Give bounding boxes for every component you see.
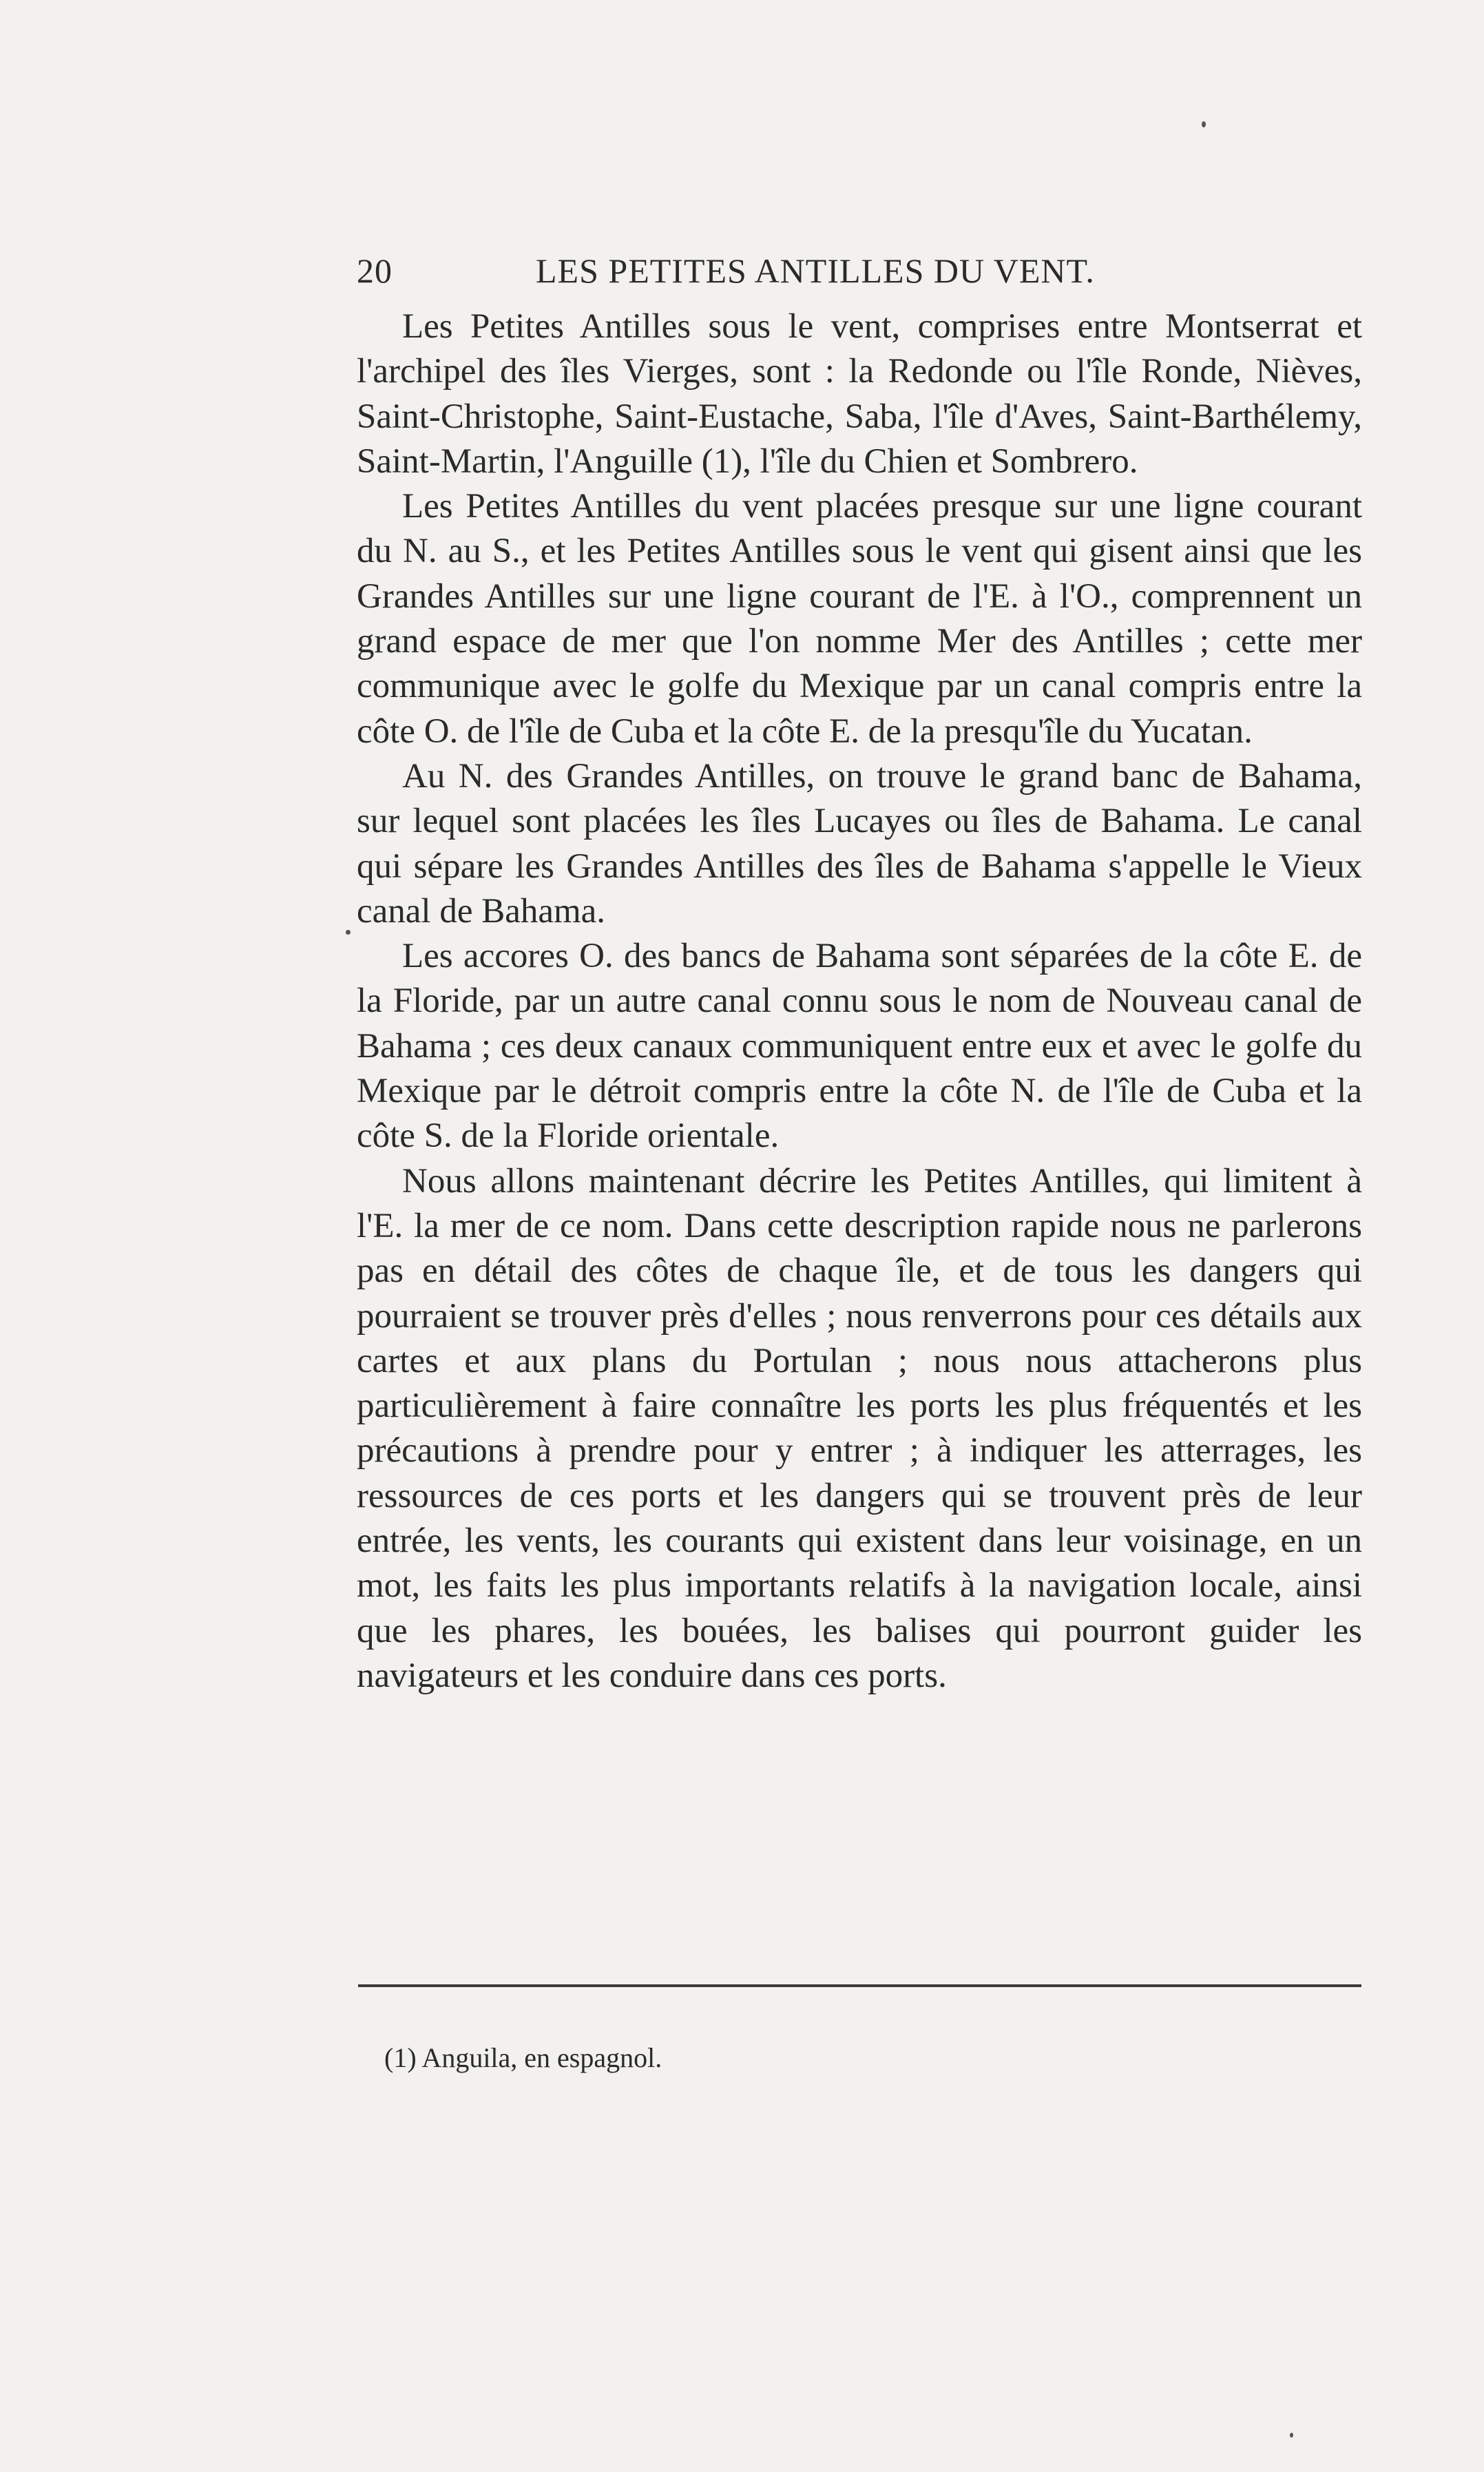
ink-speck [346, 930, 351, 935]
paragraph: Les Petites Antilles du vent placées presque sur une ligne courant du N. au S., et les Petites Antilles sous le vent qui gisent ainsi que les Grandes Antilles sur une ligne courant de l'E. à l'O., comprennent un grand espace de mer que l'on nomme Mer des Antilles ; cette mer communique avec le golfe du Mexique par un canal compris entre la côte O. de l'île de Cuba et la côte E. de la presqu'île du Yucatan. [357, 487, 1362, 751]
running-header [357, 247, 1362, 295]
running-title: LES PETITES ANTILLES DU VENT. [536, 251, 1095, 290]
ink-speck [1290, 2433, 1293, 2438]
paragraph: Au N. des Grandes Antilles, on trouve le grand banc de Bahama, sur lequel sont placées les îles Lucayes ou îles de Bahama. Le canal qui sépare les Grandes Antilles des îles de Bahama s'appelle le Vieux canal de Bahama. [357, 756, 1362, 931]
page-number: 20 [357, 251, 393, 290]
footnote-divider [358, 1984, 1361, 1987]
ink-speck [1202, 121, 1206, 127]
paragraph: Les Petites Antilles sous le vent, comprises entre Montserrat et l'archipel des îles Vierges, sont : la Redonde ou l'île Ronde, Nièves, Saint-Christophe, Saint-Eustache, Saba, l'île d'Aves, Saint-Barthélemy, Saint-Martin, l'Anguille (1), l'île du Chien et Sombrero. [357, 307, 1362, 481]
body-text [357, 304, 1362, 1699]
paragraph: Les accores O. des bancs de Bahama sont séparées de la côte E. de la Floride, par un autre canal connu sous le nom de Nouveau canal de Bahama ; ces deux canaux communiquent entre eux et avec le golfe du Mexique par le détroit compris entre la côte N. de l'île de Cuba et la côte S. de la Floride orientale. [357, 937, 1362, 1156]
paragraph: Nous allons maintenant décrire les Petites Antilles, qui limitent à l'E. la mer de ce nom. Dans cette description rapide nous ne parlerons pas en détail des côtes de chaque île, et de tous les dangers qui pourraient se trouver près d'elles ; nous renverrons pour ces détails aux cartes et aux plans du Portulan ; nous nous attacherons plus particulièrement à faire connaître les ports les plus fréquentés et les précautions à prendre pour y entrer ; à indiquer les atterrages, les ressources de ces ports et les dangers qui se trouvent près de leur entrée, les vents, les courants qui existent dans leur voisinage, en un mot, les faits les plus importants relatifs à la navigation locale, ainsi que les phares, les bouées, les balises qui pourront guider les navigateurs et les conduire dans ces ports. [357, 1161, 1362, 1695]
footnote: (1) Anguila, en espagnol. [384, 2042, 662, 2073]
